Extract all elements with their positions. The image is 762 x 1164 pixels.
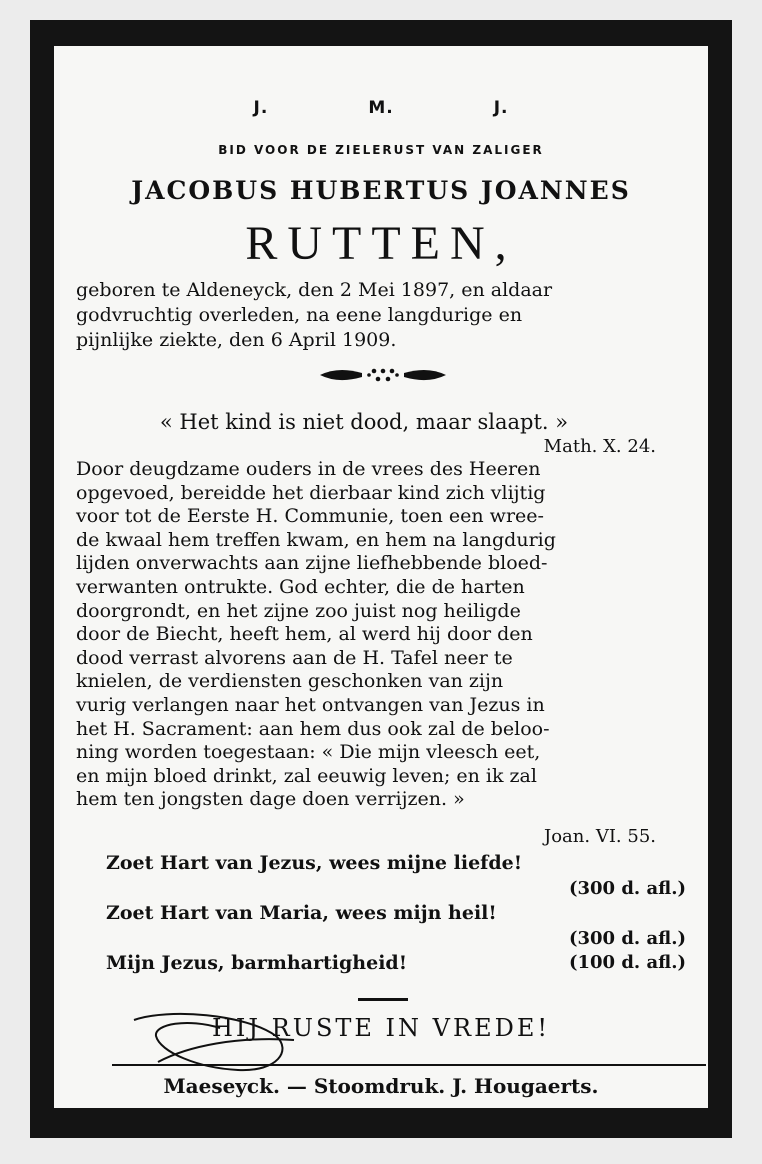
ornament-divider	[318, 362, 448, 388]
prayer-line: Zoet Hart van Maria, wees mijn heil!	[106, 902, 497, 924]
card-content	[54, 46, 708, 1108]
biography	[76, 278, 686, 353]
body-reference: Joan. VI. 55.	[544, 826, 656, 847]
body-line: en mijn bloed drinkt, zal eeuwig leven; en ik zal	[76, 764, 537, 787]
body-line: hem ten jongsten dage doen verrijzen. »	[76, 788, 465, 811]
intro-line: BID VOOR DE ZIELERUST VAN ZALIGER	[218, 143, 544, 157]
body-line: het H. Sacrament: aan hem dus ook zal de beloo-	[76, 717, 550, 740]
biography-line: geboren te Aldeneyck, den 2 Mei 1897, en aldaar	[76, 279, 553, 301]
quote-reference: Math. X. 24.	[543, 436, 656, 457]
body-line: vurig verlangen naar het ontvangen van Jezus in	[76, 693, 545, 716]
memorial-card	[30, 20, 732, 1138]
given-names: JACOBUS HUBERTUS JOANNES	[131, 176, 631, 205]
body-line: opgevoed, bereidde het dierbaar kind zich vlijtig	[76, 481, 546, 504]
indulgence-note: (300 d. afl.)	[568, 878, 686, 899]
body-text	[76, 458, 686, 812]
body-line: dood verrast alvorens aan de H. Tafel neer te	[76, 646, 513, 669]
body-line: voor tot de Eerste H. Communie, toen een wree-	[76, 505, 544, 528]
indulgence-note: (100 d. afl.)	[568, 952, 686, 973]
body-line: verwanten ontrukte. God echter, die de harten	[76, 575, 525, 598]
body-line: doorgrondt, en het zijne zoo juist nog heiligde	[76, 599, 521, 622]
body-line: knielen, de verdiensten geschonken van zijn	[76, 670, 504, 693]
printer-line: Maeseyck. — Stoomdruk. J. Hougaerts.	[163, 1074, 599, 1098]
body-line: door de Biecht, heeft hem, al werd hij door den	[76, 623, 533, 646]
indulgence-note: (300 d. afl.)	[568, 928, 686, 949]
jmj-letter-m: M.	[368, 98, 394, 118]
scripture-quote: « Het kind is niet dood, maar slaapt. »	[159, 410, 569, 434]
handwritten-flourish	[128, 1006, 298, 1078]
jmj-header	[54, 98, 708, 118]
jmj-letter-j2: J.	[493, 98, 509, 118]
biography-line: godvruchtig overleden, na eene langdurige en	[76, 304, 523, 326]
biography-line: pijnlijke ziekte, den 6 April 1909.	[76, 329, 397, 351]
surname: RUTTEN,	[245, 217, 517, 270]
prayer-line: Zoet Hart van Jezus, wees mijne liefde!	[106, 852, 523, 874]
prayer-line: Mijn Jezus, barmhartigheid!	[106, 952, 408, 974]
closing-line: HIJ RUSTE IN VREDE!	[212, 1014, 550, 1042]
short-divider	[358, 998, 408, 1001]
bottom-divider	[112, 1064, 706, 1066]
body-line: lijden onverwachts aan zijne liefhebbende bloed-	[76, 552, 548, 575]
jmj-letter-j: J.	[253, 98, 269, 118]
card-paper	[54, 46, 708, 1108]
body-line: ning worden toegestaan: « Die mijn vleesch eet,	[76, 741, 541, 764]
body-line: Door deugdzame ouders in de vrees des Heeren	[76, 458, 541, 480]
body-line: de kwaal hem treffen kwam, en hem na langdurig	[76, 528, 556, 551]
